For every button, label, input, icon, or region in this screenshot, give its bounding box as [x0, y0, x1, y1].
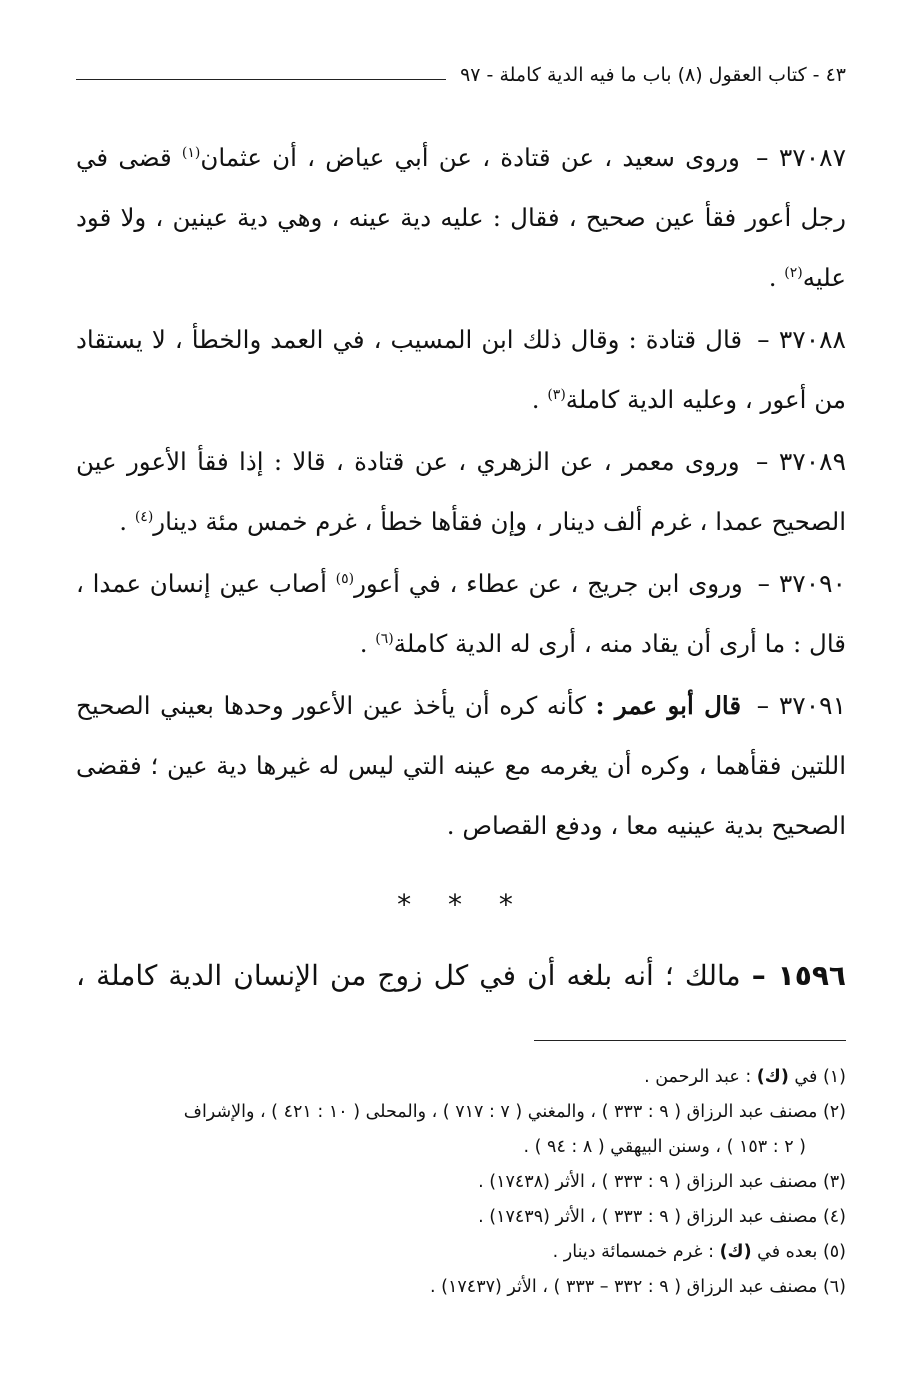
footnote-6	[66, 1270, 846, 1305]
paragraph-number: ٣٧٠٨٨ –	[757, 325, 846, 354]
footnote-ref: (٥)	[335, 570, 355, 587]
footnote-rule	[534, 1040, 846, 1041]
footnote-number: (٦)	[822, 1277, 846, 1297]
footnote-text: ( ٢ : ١٥٣ ) ، وسنن البيهقي ( ٨ : ٩٤ ) .	[523, 1137, 806, 1157]
paragraph-text: وروى ابن جريج ، عن عطاء ، في أعور	[354, 569, 743, 598]
footnotes	[66, 1060, 846, 1305]
main-text	[76, 128, 846, 858]
footnote-text: : غرم خمسمائة دينار .	[552, 1242, 720, 1262]
footnote-text: مصنف عبد الرزاق ( ٩ : ٣٣٢ – ٣٣٣ ) ، الأثر (١٧٤٣٧) .	[430, 1277, 818, 1297]
footnote-text: مصنف عبد الرزاق ( ٩ : ٣٣٣ ) ، الأثر (١٧٤٣٨) .	[478, 1172, 818, 1192]
paragraph-end: .	[531, 385, 548, 414]
paragraph-text: قضى في رجل أعور فقأ عين صحيح ، فقال : عليه دية عينه ، وهي دية عينين ، ولا قود عليه	[76, 143, 846, 292]
footnote-2	[66, 1095, 846, 1130]
footnote-number: (٢)	[822, 1102, 846, 1122]
paragraph-text: وروى سعيد ، عن قتادة ، عن أبي عياض ، أن عثمان	[200, 143, 740, 172]
footnote-number: (٣)	[822, 1172, 846, 1192]
footnote-1	[66, 1060, 846, 1095]
paragraph-37087	[76, 128, 846, 308]
hadith-text: مالك ؛ أنه بلغه أن في كل زوج من الإنسان الدية كاملة ،	[76, 959, 741, 992]
footnote-siglum: (ك)	[756, 1067, 789, 1087]
hadith-number: ١٥٩٦ –	[751, 959, 846, 992]
paragraph-number: ٣٧٠٨٧ –	[756, 143, 846, 172]
footnote-ref: (٣)	[547, 386, 566, 403]
footnote-5	[66, 1235, 846, 1270]
footnote-number: (٥)	[822, 1242, 846, 1262]
footnote-number: (٤)	[822, 1207, 846, 1227]
paragraph-end: .	[119, 507, 135, 536]
paragraph-text: أصاب عين إنسان عمدا ، قال : ما أرى أن يقاد منه ، أرى له الدية كاملة	[76, 569, 846, 658]
footnote-2-continuation	[66, 1130, 846, 1165]
footnote-4	[66, 1200, 846, 1235]
paragraph-37088	[76, 310, 846, 430]
paragraph-number: ٣٧٠٩١ –	[756, 691, 846, 720]
footnote-ref: (١)	[181, 144, 201, 161]
footnote-text: بعده في	[751, 1242, 818, 1262]
paragraph-text: قال قتادة : وقال ذلك ابن المسيب ، في العمد والخطأ ، لا يستقاد من أعور ، وعليه الدية كاملة	[76, 325, 846, 414]
paragraph-37090	[76, 554, 846, 674]
running-header	[76, 58, 846, 92]
hadith-1596	[76, 946, 846, 1006]
footnote-text: مصنف عبد الرزاق ( ٩ : ٣٣٣ ) ، الأثر (١٧٤٣٩) .	[478, 1207, 818, 1227]
footnote-text: : عبد الرحمن .	[644, 1067, 757, 1087]
paragraph-end: .	[768, 263, 785, 292]
header-rule	[76, 79, 446, 80]
footnote-ref: (٤)	[134, 508, 154, 525]
paragraph-number: ٣٧٠٩٠ –	[757, 569, 846, 598]
section-separator: * * *	[397, 888, 527, 921]
footnote-text: في	[788, 1067, 818, 1087]
paragraph-37091	[76, 676, 846, 856]
paragraph-37089	[76, 432, 846, 552]
footnote-siglum: (ك)	[719, 1242, 752, 1262]
paragraph-end: .	[359, 629, 376, 658]
footnote-text: مصنف عبد الرزاق ( ٩ : ٣٣٣ ) ، والمغني ( ٧ : ٧١٧ ) ، والمحلى ( ١٠ : ٤٢١ ) ، والإشراف	[183, 1102, 818, 1122]
paragraph-number: ٣٧٠٨٩ –	[755, 447, 846, 476]
speaker-label: قال أبو عمر :	[595, 691, 742, 720]
paragraph-text: كأنه كره أن يأخذ عين الأعور وحدها بعيني الصحيح اللتين فقأهما ، وكره أن يغرمه مع عينه التي ليس له غيرها دية عين ؛ فقضى الصحيح بدية عينيه معا ، ودفع القصاص .	[76, 691, 846, 840]
paragraph-text: وروى معمر ، عن الزهري ، عن قتادة ، قالا : إذا فقأ الأعور عين الصحيح عمدا ، غرم ألف دينار ، وإن فقأها خطأ ، غرم خمس مئة دينار	[76, 447, 846, 536]
footnote-3	[66, 1165, 846, 1200]
running-header-text: ٤٣ - كتاب العقول (٨) باب ما فيه الدية كاملة - ٩٧	[460, 64, 846, 86]
footnote-ref: (٢)	[784, 264, 803, 281]
footnote-ref: (٦)	[375, 630, 394, 647]
footnote-number: (١)	[822, 1067, 846, 1087]
